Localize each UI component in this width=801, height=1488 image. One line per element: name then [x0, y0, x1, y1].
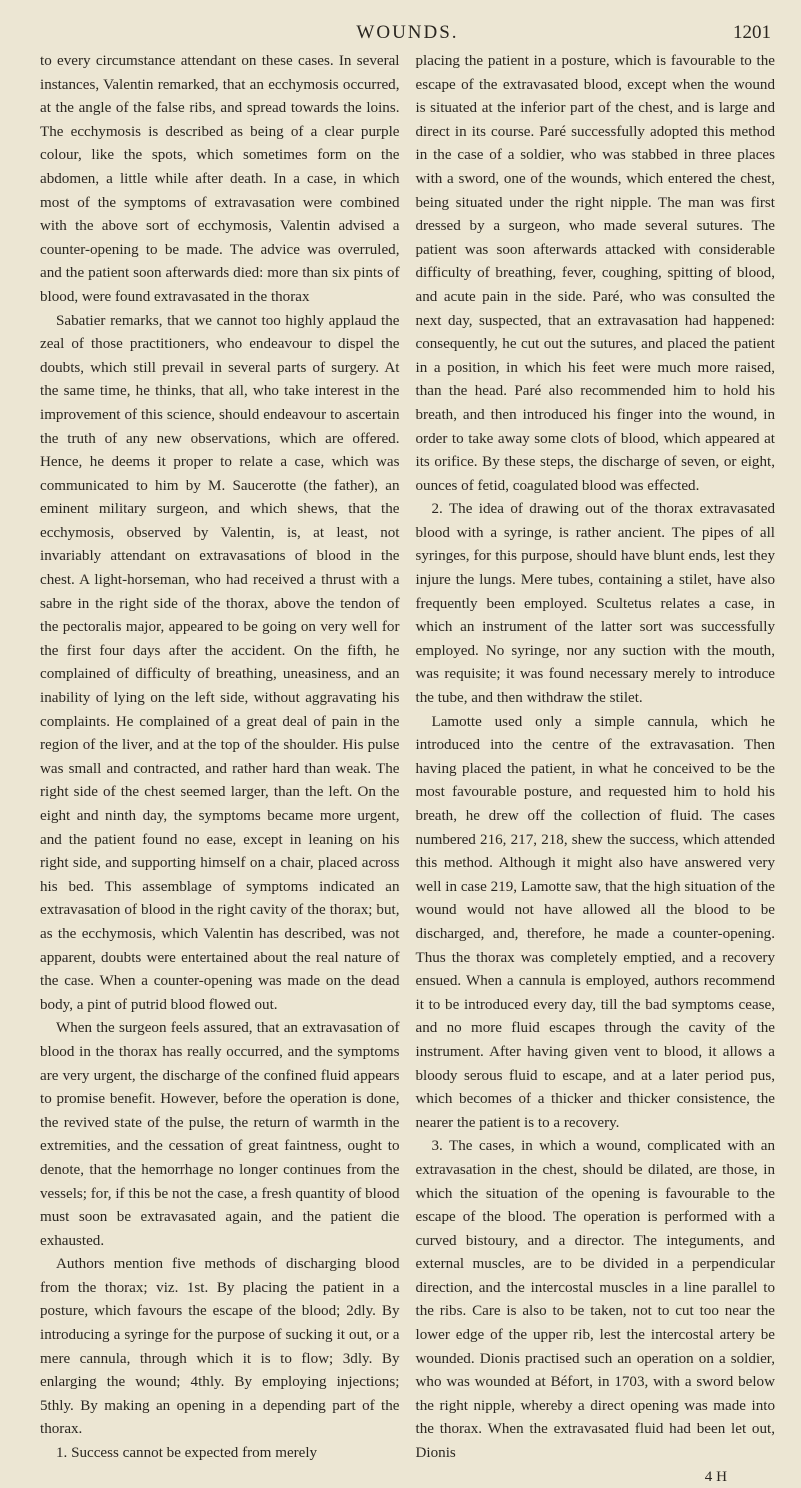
paragraph: When the surgeon feels assured, that an extravasation of blood in the thorax has really occurred, and the symptoms are very urgent, the discharge of the confined fluid appears to promise benefit. However, before the operation is done, the revived state of the pulse, the return of warmth in the extremities, and the cessation of great faintness, ought to denote, that the hemorrhage no longer continues from the vessels; for, if this be not the case, a fresh quantity of blood must soon be extravasated again, and the patient die exhausted.	[40, 1020, 400, 1249]
paragraph: to every circumstance attendant on these cases. In several instances, Valentin remarked, that an ecchymosis occurred, at the angle of the false ribs, and spread towards the loins. The ecchymosis is described as being of a clear purple colour, like the spots, which sometimes form on the abdomen, a little while after death. In a case, in which most of the symptoms of extravasation were combined with the above sort of ecchymosis, Valentin advised a counter-opening to be made. The advice was overruled, and the patient soon afterwards died: more than six pints of blood, were found extravasated in the thorax	[40, 53, 400, 305]
paragraph: 2. The idea of drawing out of the thorax extravasated blood with a syringe, is rather ancient. The pipes of all syringes, for this purpose, should have blunt ends, lest they injure the lungs. Mere tubes, containing a stilet, have also frequently been employed. Scultetus relates a case, in which an instrument of the latter sort was successfully employed. No syringe, nor any suction with the mouth, was requisite; it was found necessary merely to introduce the tube, and then withdraw the stilet.	[415, 501, 775, 707]
running-title: WOUNDS.	[356, 22, 459, 43]
paragraph: placing the patient in a posture, which is favourable to the escape of the extravasated blood, except when the wound is situated at the inferior part of the chest, and is large and direct in its course. Paré successfully adopted this method in the case of a soldier, who was stabbed in three places with a sword, one of the wounds, which entered the chest, being situated under the right nipple. The man was first dressed by a surgeon, who made several sutures. The patient was soon afterwards attacked with considerable difficulty of breathing, fever, coughing, spitting of blood, and acute pain in the side. Paré, who was consulted the next day, suspected, that an extravasation had happened: consequently, he cut out the sutures, and placed the patient in a position, in which his feet were much more raised, than the head. Paré also recommended him to hold his breath, and then introduced his finger into the wound, in order to take away some clots of blood, which appeared at its orifice. By these steps, the discharge of seven, or eight, ounces of fetid, coagulated blood was effected.	[415, 53, 775, 494]
paragraph: 3. The cases, in which a wound, complicated with an extravasation in the chest, should be dilated, are those, in which the situation of the opening is favourable to the escape of the blood. The operation is performed with a curved bistoury, and a director. The integuments, and external muscles, are to be divided in a perpendicular direction, and the intercostal muscles in a line parallel to the ribs. Care is also to be taken, not to cut too near the lower edge of the upper rib, lest the intercostal artery be wounded. Dionis practised such an operation on a soldier, who was wounded at Béfort, in 1703, with a sword below the right nipple, whereby a direct opening was made into the thorax. When the extravasated fluid had been let out, Dionis	[415, 1138, 775, 1462]
left-column	[40, 50, 400, 1488]
signature-mark: 4 H	[704, 1468, 727, 1485]
paragraph: 1. Success cannot be expected from merely	[56, 1445, 318, 1462]
paragraph: Sabatier remarks, that we cannot too highly applaud the zeal of those practitioners, who endeavour to dispel the doubts, which still prevail in several parts of surgery. At the same time, he thinks, that all, who take interest in the improvement of this science, should endeavour to ascertain the truth of any new observations, which are offered. Hence, he deems it proper to relate a case, which was communicated to him by M. Saucerotte (the father), an eminent military surgeon, and which shews, that the ecchymosis, observed by Valentin, is, at least, not invariably attendant on extravasations of blood in the chest. A light-horseman, who had received a thrust with a sabre in the right side of the thorax, above the tendon of the pectoralis major, appeared to be going on very well for the first four days after the accident. On the fifth, he complained of difficulty of breathing, uneasiness, and an inability of lying on the left side, without aggravating his complaints. He complained of a great deal of pain in the region of the liver, and at the top of the shoulder. His pulse was small and contracted, and rather hard than weak. The right side of the chest seemed larger, than the left. On the eight and ninth day, the symptoms became more urgent, and the patient found no ease, except in leaning on his right side, and supporting himself on a chair, placed across his bed. This assemblage of symptoms indicated an extravasation of blood in the right cavity of the thorax; but, as the ecchymosis, which Valentin has described, was not apparent, doubts were entertained about the real nature of the case. When a counter-opening was made on the dead body, a pint of putrid blood flowed out.	[40, 312, 400, 1013]
text-columns	[40, 50, 775, 1488]
right-column	[416, 50, 776, 1488]
page-header	[40, 22, 775, 48]
paragraph: Authors mention five methods of discharging blood from the thorax; viz. 1st. By placing the patient in a posture, which favours the escape of the blood; 2dly. By introducing a syringe for the purpose of sucking it out, or a mere cannula, through which it is to flow; 3dly. By enlarging the wound; 4thly. By employing injections; 5thly. By making an opening in a depending part of the thorax.	[40, 1256, 400, 1438]
page-number: 1201	[733, 22, 771, 43]
paragraph: Lamotte used only a simple cannula, which he introduced into the centre of the extravasation. Then having placed the patient, in what he conceived to be the most favourable posture, and requested him to hold his breath, he drew off the collection of fluid. The cases numbered 216, 217, 218, shew the success, which attended this method. Although it might also have answered very well in case 219, Lamotte saw, that the high situation of the wound would not have allowed all the blood to be discharged, and, therefore, he made a counter-opening. Thus the thorax was completely emptied, and a recovery ensued. When a cannula is employed, authors recommend it to be introduced every day, till the bad symptoms cease, and no more fluid escapes through the cavity of the instrument. After having given vent to blood, it allows a bloody serous fluid to escape, and at a later period pus, which becomes of a thicker and thicker consistence, the nearer the patient is to a recovery.	[415, 713, 775, 1131]
